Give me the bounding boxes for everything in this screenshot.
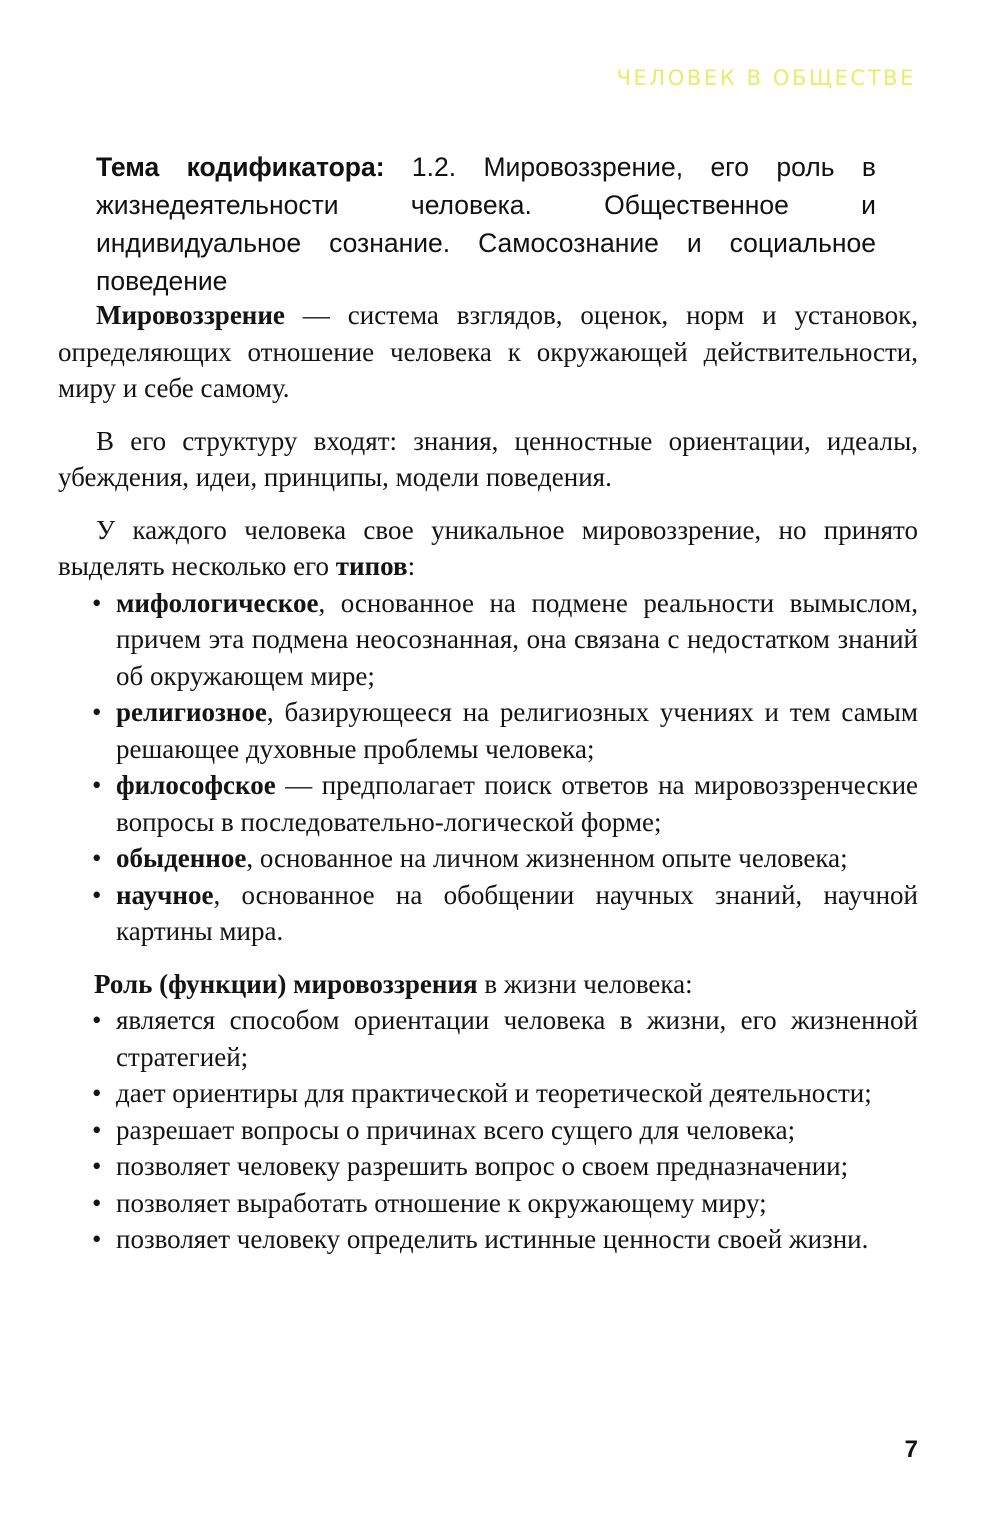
topic-label: Тема кодификатора:	[96, 152, 385, 182]
type-text: , базирующееся на религиозных учениях и тем самым решающее духовные проблемы человека;	[116, 697, 918, 764]
list-item	[116, 840, 918, 877]
type-term: мифологическое	[116, 587, 319, 618]
roles-intro-text: в жизни человека:	[477, 968, 693, 999]
topic-text: 1.2. Мировоззрение, его роль в жизнедеятельности человека. Общественное и индивидуальное сознание. Самосознание и социальное поведение	[96, 152, 876, 296]
types-list	[58, 585, 918, 950]
type-term: научное	[116, 879, 214, 910]
page-number: 7	[904, 1436, 918, 1463]
roles-list	[58, 1002, 918, 1258]
roles-intro	[58, 966, 918, 1003]
definition-paragraph	[58, 297, 918, 407]
type-term: философское	[116, 770, 276, 800]
type-text: , основанное на личном жизненном опыте человека;	[246, 843, 848, 873]
types-intro	[58, 512, 918, 585]
structure-paragraph: В его структуру входят: знания, ценностные ориентации, идеалы, убеждения, идеи, принципы, модели поведения.	[58, 425, 918, 492]
type-text: , основанное на обобщении научных знаний, научной картины мира.	[116, 879, 918, 946]
list-item: • дает ориентиры для практической и теоретической деятельности;	[116, 1075, 918, 1112]
list-item: • разрешает вопросы о причинах всего сущего для человека;	[116, 1112, 918, 1149]
definition-text: — система взглядов, оценок, норм и установок, определяющих отношение человека к окружающей действительности, миру и себе самому.	[58, 300, 918, 403]
list-item: • позволяет человеку разрешить вопрос о своем предназначении;	[116, 1148, 918, 1185]
type-text: , основанное на подмене реальности вымыслом, причем эта подмена неосознанная, она связана с недостатком знаний об окружающем мире;	[116, 587, 918, 691]
roles-intro-bold: Роль (функции) мировоззрения	[94, 968, 478, 999]
list-item: • является способом ориентации человека в жизни, его жизненной стратегией;	[116, 1002, 918, 1075]
definition-term: Мировоззрение	[96, 300, 285, 330]
type-text: — предполагает поиск ответов на мировоззренческие вопросы в последовательно-логической форме;	[116, 770, 918, 837]
codifier-topic	[96, 148, 876, 300]
types-intro-text: У каждого человека свое уникальное мировоззрение, но принято выделять несколько его	[58, 514, 918, 581]
list-item: • позволяет человеку определить истинные ценности своей жизни.	[116, 1221, 918, 1258]
list-item: • позволяет выработать отношение к окружающему миру;	[116, 1185, 918, 1222]
type-term: обыденное	[116, 843, 247, 873]
running-title: ЧЕЛОВЕК В ОБЩЕСТВЕ	[616, 66, 916, 90]
types-intro-colon: :	[407, 551, 416, 581]
list-item	[116, 585, 918, 695]
main-text	[58, 297, 918, 1258]
type-term: религиозное	[116, 697, 267, 727]
list-item	[116, 767, 918, 840]
list-item	[116, 694, 918, 767]
types-intro-bold: типов	[335, 551, 408, 581]
list-item	[116, 877, 918, 950]
